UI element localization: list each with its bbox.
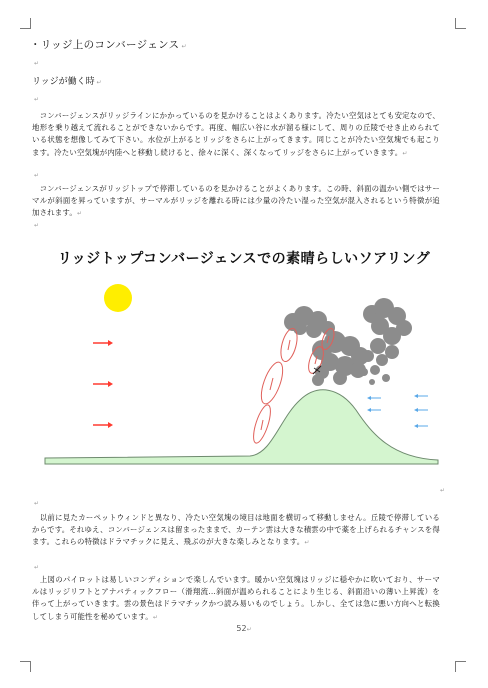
section-heading[interactable] bbox=[30, 37, 187, 52]
updraft-arrow-icon bbox=[270, 378, 273, 390]
paragraph-mark: ↵ bbox=[179, 43, 187, 50]
empty-paragraph-mark: ↵ bbox=[34, 60, 40, 67]
cloud-icon bbox=[284, 306, 335, 338]
empty-paragraph-mark: ↵ bbox=[34, 96, 40, 103]
cold-arrow-icon bbox=[414, 394, 428, 398]
subsection-heading-text: リッジが働く時 bbox=[32, 77, 95, 87]
updraft-arrow-icon bbox=[261, 420, 263, 430]
section-heading-text: ・リッジ上のコンバージェンス bbox=[30, 39, 180, 51]
empty-paragraph-mark: ↵ bbox=[34, 564, 40, 571]
ridge-ground bbox=[45, 390, 438, 464]
cold-arrow-icon bbox=[414, 408, 428, 412]
body-paragraph-2[interactable]: コンバージェンスがリッジトップで停滞しているのを見かけることがよくあります。この時、斜面の温かい側ではサーマルが斜面を昇っていますが、サーマルがリッジを離れる時には少量の冷たい湿った空気が混入されるという特徴が追加されます。↵ bbox=[32, 184, 440, 218]
empty-paragraph-mark: ↵ bbox=[34, 222, 40, 229]
cold-arrow-icon bbox=[414, 424, 428, 428]
cold-arrow-icon bbox=[367, 396, 381, 400]
warm-air-arrows bbox=[93, 340, 113, 428]
empty-paragraph-mark: ↵ bbox=[34, 172, 40, 179]
body-paragraph-3[interactable]: 以前に見たカーペットウィンドと異なり、冷たい空気塊の境目は地面を横切って移動しません。丘陵で停滞しているからです。それゆえ、コンバージェンスは留まったままで、カーテン雲は大きな積雲の中で薬を上げられるチャンスを得ます。これらの特徴はドラマチックに見え、飛ぶのが大きな楽しみとなります。↵ bbox=[32, 513, 440, 547]
cloud-icon bbox=[312, 331, 369, 386]
cold-air-arrows bbox=[367, 394, 428, 428]
crop-mark-bottom-left bbox=[20, 661, 31, 672]
body-paragraph-4[interactable]: 上図のパイロットは易しいコンディションで楽しんでいます。暖かい空気塊はリッジに穏やかに吹いており、サーマルはリッジリフトとアナバティックフロー（滑翔流…斜面が温められることにより生じる、斜面沿いの薄い上昇流）を伴って上がっていきます。雲の景色はドラマチックかつ読み易いものでしょう。しかし、全ては急に悪い方向へと転換してしまう可能性を秘めています。↵ bbox=[32, 575, 440, 621]
sun-icon bbox=[104, 284, 132, 312]
paragraph-mark: ↵ bbox=[440, 487, 446, 494]
paragraph-text: 以前に見たカーペットウィンドと異なり、冷たい空気塊の境目は地面を横切って移動しません。丘陵で停滞しているからです。それゆえ、コンバージェンスは留まったままで、カーテン雲は大きな積雲の中で薬を上げられるチャンスを得ます。これらの特徴はドラマチックに見え、飛ぶのが大きな楽しみとなります。 bbox=[32, 513, 440, 547]
paragraph-mark: ↵ bbox=[94, 79, 102, 86]
warm-arrow-icon bbox=[93, 381, 113, 387]
paragraph-text: コンバージェンスがリッジトップで停滞しているのを見かけることがよくあります。この時、斜面の温かい側ではサーマルが斜面を昇っていますが、サーマルがリッジを離れる時には少量の冷たい湿った空気が混入されるという特徴が追加されます。 bbox=[32, 184, 440, 218]
crop-mark-bottom-right bbox=[455, 661, 466, 672]
paragraph-text: コンバージェンスがリッジラインにかかっているのを見かけることはよくあります。冷たい空気はとても安定なので、地形を乗り越えて流れることができないからです。再度、幅広い谷に水が溜る様にして、周りの丘陵でせき止められている状態を想像してみて下さい。水位が上がるとリッジをさらに上がってきます。同じことが冷たい空気塊でも起こります。冷たい空気塊が内陸へと移動し続けると、徐々に深く、深くなってリッジをさらに上がっていきます。 bbox=[32, 111, 441, 157]
crop-mark-top-left bbox=[20, 18, 31, 29]
paragraph-text: 上図のパイロットは易しいコンディションで楽しんでいます。暖かい空気塊はリッジに穏やかに吹いており、サーマルはリッジリフトとアナバティックフロー（滑翔流…斜面が温められることにより生じる、斜面沿いの薄い上昇流）を伴って上がっていきます。雲の景色はドラマチックかつ読み易いものでしょう。しかし、全ては急に悪い方向へと転換してしまう可能性を秘めています。 bbox=[32, 575, 440, 621]
cloud-icon bbox=[360, 298, 412, 385]
body-paragraph-1[interactable]: コンバージェンスがリッジラインにかかっているのを見かけることはよくあります。冷たい空気はとても安定なので、地形を乗り越えて流れることができないからです。再度、幅広い谷に水が溜る様にして、周りの丘陵でせき止められている状態を想像してみて下さい。水位が上がるとリッジをさらに上がってきます。同じことが冷たい空気塊でも起こります。冷たい空気塊が内陸へと移動し続けると、徐々に深く、深くなってリッジをさらに上がっていきます。↵ bbox=[32, 111, 441, 157]
cumulus-clouds bbox=[284, 298, 412, 386]
figure-title: リッジトップコンバージェンスでの素晴らしいソアリング bbox=[57, 251, 431, 267]
cold-arrow-icon bbox=[367, 408, 381, 412]
warm-arrow-icon bbox=[93, 340, 113, 346]
updraft-arrow-icon bbox=[288, 340, 290, 350]
subsection-heading[interactable] bbox=[32, 74, 102, 87]
warm-arrow-icon bbox=[93, 422, 113, 428]
page-number: 52↵ bbox=[236, 624, 252, 633]
empty-paragraph-mark: ↵ bbox=[34, 500, 40, 507]
ridge-convergence-figure[interactable] bbox=[0, 270, 488, 495]
crop-mark-top-right bbox=[455, 18, 466, 29]
